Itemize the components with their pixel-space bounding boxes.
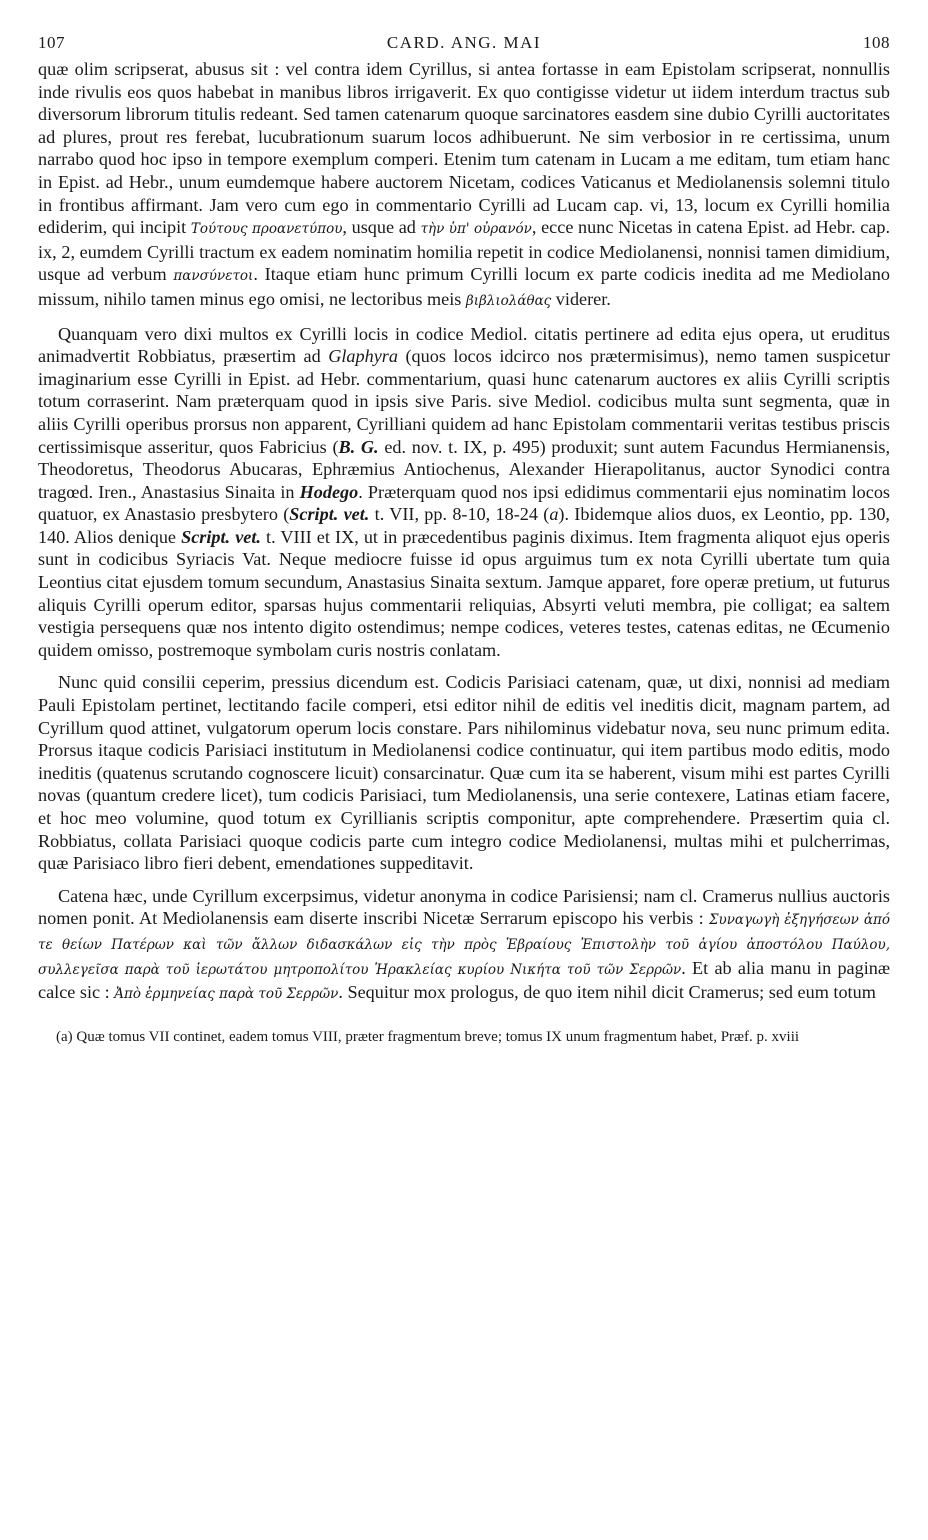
italic-text: a xyxy=(549,504,559,525)
greek-text: Συναγωγὴ ἐξηγήσεων ἀπό τε θείων Πατέρων καὶ τῶν ἄλλων διδασκάλων εἰς τὴν πρὸς Ἑβραίους Ἐπιστολὴν τοῦ ἁγίου ἀποστόλου Παύλου, συλλεγεῖσα παρὰ τοῦ ἱερωτάτου μητροπολίτου Ἡρακλείας κυρίου Νικήτα τοῦ τῶν Σερρῶν xyxy=(38,912,891,978)
text-run: . Et ab alia manu in paginæ calce sic : xyxy=(38,957,890,1003)
bold-italic-text: Script. vet. xyxy=(289,504,370,525)
running-head xyxy=(38,30,890,56)
text-run: , ecce nunc Nicetas in catena Epist. ad Hebr. cap. ix, 2, eumdem Cyrilli tractum ex eadem nominatim homilia repetit in codice Mediolanensi, nonnisi tamen dimidium, usque ad verbum xyxy=(38,217,890,285)
bold-italic-text: B. G. xyxy=(338,436,379,457)
bold-italic-text: Hodego xyxy=(299,481,359,502)
italic-text: Glaphyra xyxy=(328,346,398,367)
text-run: . Itaque etiam hunc primum Cyrilli locum ex parte codicis inedita ad me Mediolano missum, nihilo tamen minus ego omisi, ne lectoribus meis xyxy=(38,264,890,309)
text-run: (quos locos idcirco nos prætermisimus), nemo tamen suspicetur imaginarium esse Cyrilli in Epist. ad Hebr. commentarium, quasi hunc catenarum auctores ex aliis Cyrilli scriptis totum corraserint. Nam præterquam quod in ipsis sive Paris. sive Mediol. codicibus multa sunt segmenta, quæ in aliis Cyrilli operibus prorsus non apparent, Cyrilliani quidem ad hanc Epistolam commentarii veritas testibus priscis certissimisque asseritur, quos Fabricius ( xyxy=(38,346,891,457)
text-run: quæ olim scripserat, abusus sit : vel contra idem Cyrillus, si antea fortasse in eam Epistolam scripserat, nonnullis inde rivulis eos quos habebat in manibus libros irrigaverit. Ex quo contigisse videtur ut iidem interdum tractus sub diversorum librorum titulis redeant. Sed tamen catenarum quoque sarcinatores easdem sine dubio Cyrilli auctoritates ad plures, prout res ferebat, lucubrationum suarum locos adhibuerunt. Ne sim verbosior in re certissima, unum narrabo quod hoc ipso in tempore exemplum comperi. Etenim tum catenam in Lucam a me editam, tum etiam hanc in Epist. ad Hebr., unum eumdemque habere auctorem Nicetam, codices Vaticanus et Mediolanensis solemni titulo in frontibus affirmant. Jam vero cum ego in commentario Cyrilli ad Lucam cap. vi, 13, locum ex Cyrilli homilia ediderim, qui incipit xyxy=(38,59,890,238)
bold-italic-text: Script. vet. xyxy=(181,526,261,547)
text-run: t. VII, pp. 8-10, 18-24 ( xyxy=(369,504,550,525)
greek-text: Τούτους προανετύπου xyxy=(190,221,343,238)
page xyxy=(38,30,890,1520)
body-text xyxy=(38,58,890,1006)
greek-text: Ἀπὸ ἑρμηνείας παρὰ τοῦ Σερρῶν xyxy=(114,986,339,1003)
paragraph-1 xyxy=(38,58,890,313)
footnote: (a) Quæ tomus VII continet, eadem tomus VIII, præter fragmentum breve; tomus IX unum fragmentum habet, Præf. p. xviii xyxy=(56,1028,800,1045)
text-run: t. VIII et IX, ut in præcedentibus paginis diximus. Item fragmenta aliquot ejus operis sunt in codicibus Syriacis Vat. Neque mediocre fuisse id opus arguimus tum ex nota Cyrilli ubertate tum quia Leontius citat ejusdem tomum secundum, Anastasius Sinaita sextum. Jamque apparet, fore operæ pretium, ut futurus aliquis Cyrilli operum editor, sparsas hujus commentarii reliquias, Absyrti veluti membra, pie colligat; ea saltem vestigia persequens quæ nos intento digito ostendimus; nempe codices, veteres testes, catenas editas, ne Œcumenio quidem omisso, postremoque symbolam curis nostris conlatam. xyxy=(38,526,891,660)
paragraph-3 xyxy=(38,671,890,874)
text-run: ed. nov. t. IX, p. 495) produxit; sunt autem Facundus Hermianensis, Theodoretus, Theodorus Abucaras, Ephræmius Antiochenus, Alexander Hierapolitanus, auctor Synodici contra tragœd. Iren., Anastasius Sinaita in xyxy=(38,436,891,502)
paragraph-2 xyxy=(38,323,890,662)
greek-text: βιβλιολάθας xyxy=(465,292,552,309)
left-page-number: 107 xyxy=(38,33,65,52)
text-run: ). Ibidemque alios duos, ex Leontio, pp. 130, 140. Alios denique xyxy=(38,504,890,547)
text-run: . Sequitur mox prologus, de quo item nihil dicit Cramerus; sed eum totum xyxy=(338,982,876,1003)
paragraph-4 xyxy=(38,885,890,1006)
text-run: viderer. xyxy=(551,288,611,309)
text-run: Nunc quid consilii ceperim, pressius dicendum est. Codicis Parisiaci catenam, quæ, ut dixi, nonnisi ad mediam Pauli Epistolam pertinet, lectitando facile comperi, etsi editor nihil de editis vel ineditis dicit, magnam partem, ad Cyrillum quod attinet, vulgatorum operum locis constare. Pars nihilominus videbatur nova, seu nunc primum edita. Prorsus itaque codicis Parisiaci institutum in Mediolanensi codice continuatur, qui item partibus modo editis, modo ineditis (quatenus scrutando cognoscere licuit) consarcinatur. Quæ cum ita se haberent, visum mihi est partes Cyrilli novas (quantum credere licet), tum codicis Parisiaci, tum Mediolanensis, una serie contexere, Latinas etiam facere, et hoc meo volumine, quod totum ex Cyrillianis scriptis componitur, apte comprehendere. Præsertim quia cl. Robbiatus, collata Parisiaci quoque codicis parte cum integro codice Mediolanensi, multas mihi et pulcherrimas, quæ Parisiaco libro fieri debent, emendationes suppeditavit. xyxy=(38,672,890,874)
text-run: Catena hæc, unde Cyrillum excerpsimus, videtur anonyma in codice Parisiensi; nam cl. Cramerus nullius auctoris nomen ponit. At Mediolanensis eam diserte inscribi Nicetæ Serrarum episcopo his verbis : xyxy=(38,885,890,929)
greek-text: πανσύνετοι xyxy=(173,268,254,285)
greek-text: τὴν ὑπ' οὐρανόν xyxy=(420,221,532,238)
text-run: . Præterquam quod nos ipsi edidimus commentarii ejus nominatim locos quatuor, ex Anastasio presbytero ( xyxy=(38,481,891,525)
text-run: Quanquam vero dixi multos ex Cyrilli locis in codice Mediol. citatis pertinere ad edita ejus opera, ut eruditus animadvertit Robbiatus, præsertim ad xyxy=(38,323,890,367)
running-title: CARD. ANG. MAI xyxy=(386,33,542,52)
right-page-number: 108 xyxy=(863,33,890,52)
text-run: , usque ad xyxy=(342,217,421,238)
